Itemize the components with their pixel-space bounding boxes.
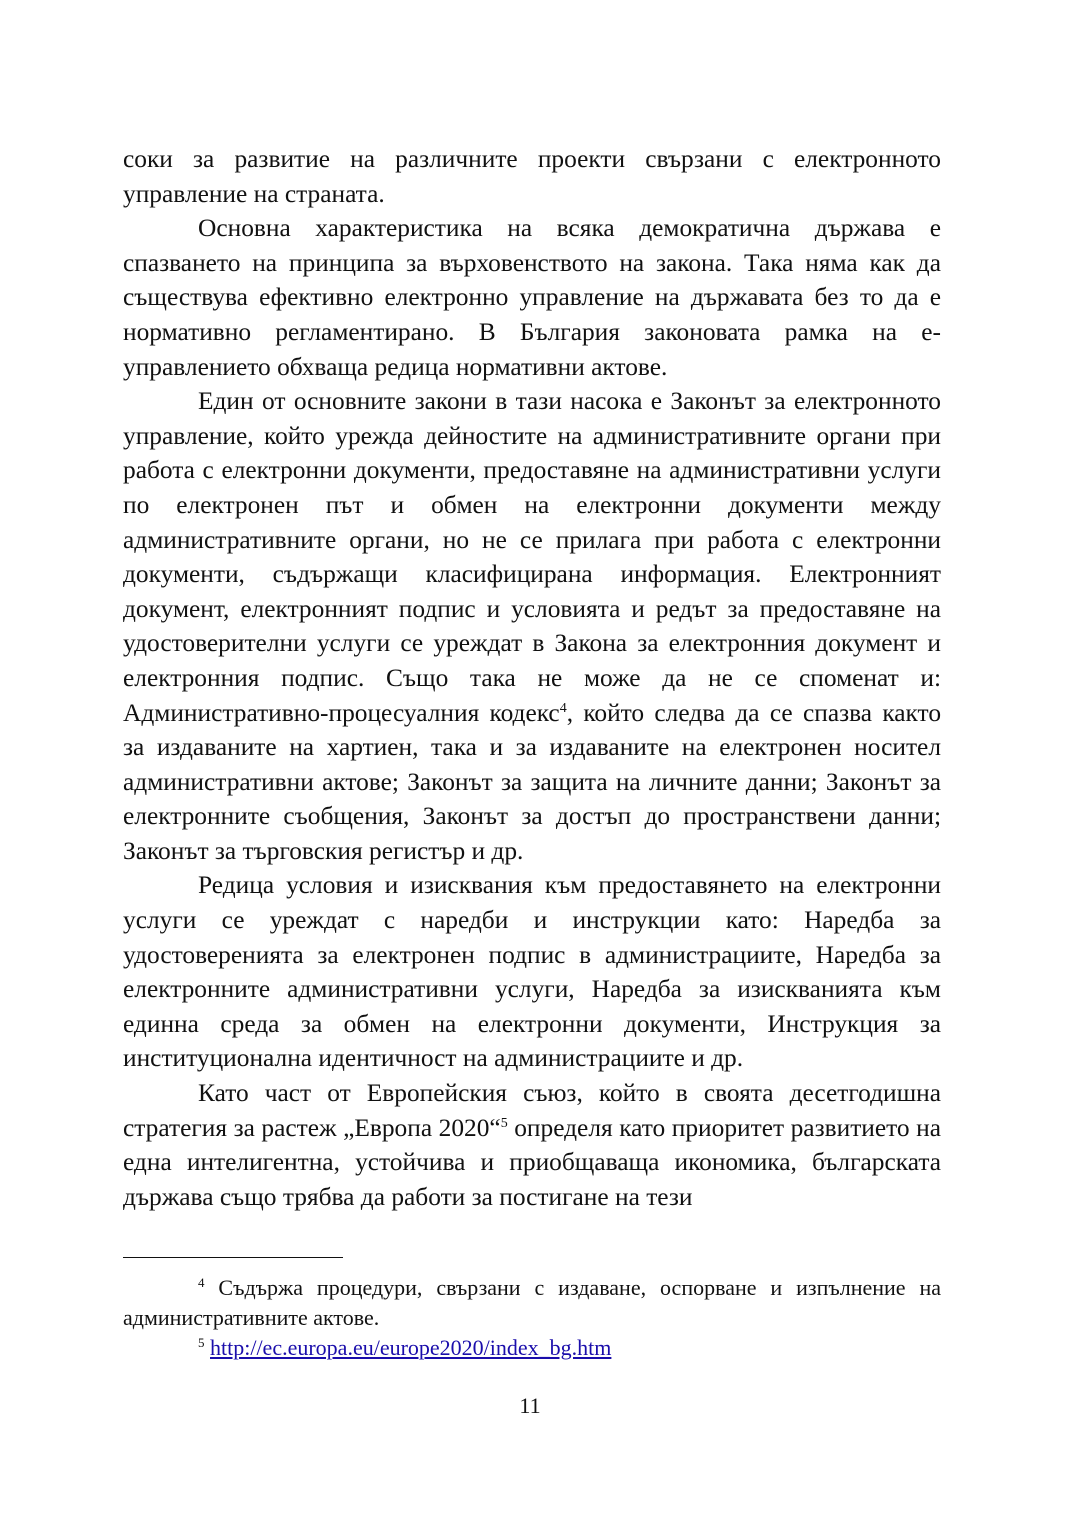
footnote-ref-5[interactable]: 5: [500, 1115, 508, 1131]
page-number: 11: [519, 1393, 541, 1418]
footnotes: [123, 1273, 941, 1363]
footnote-text: Съдържа процедури, свързани с издаване, оспорване и изпълнение на административните актове.: [123, 1275, 941, 1330]
footnote-number: 5: [198, 1335, 205, 1350]
body-text: [123, 142, 941, 1214]
paragraph-europe-2020: Като част от Европейския съюз, който в своята десетгодишна стратегия за растеж „Европа 2020“$^5$ определя като приоритет развитието на една интелигентна, устойчива и приобщаваща икономика, българската държава също трябва да работи за постигане на тези: [123, 1079, 941, 1211]
footnote-link[interactable]: http://ec.europa.eu/europe2020/index_bg.htm: [210, 1335, 612, 1360]
footnote-5: [123, 1333, 941, 1363]
footnote-separator: [123, 1257, 343, 1258]
footnote-ref-4[interactable]: 4: [559, 700, 567, 716]
footnote-4: [123, 1273, 941, 1333]
paragraph-rule-of-law: Основна характеристика на всяка демократична държава е спазването на принципа за върховенството на закона. Така няма как да съществува ефективно електронно управление на държавата без то да е нормативно регламентирано. В България законовата рамка на е-управлението обхваща редица нормативни актове.: [123, 214, 941, 381]
paragraph-continuation: соки за развитие на различните проекти свързани с електронното управление на страната.: [123, 145, 941, 208]
paragraph-e-governance-law: Един от основните закони в тази насока е Законът за електронното управление, който урежда дейностите на административните органи при работа с електронни документи, предоставяне на административни услуги по електронен път и обмен на електронни документи между административните органи, но не се прилага при работа с електронни документи, съдържащи класифицирана информация. Електронният документ, електронният подпис и условията и редът за предоставяне на удостоверителни услуги се уреждат в Закона за електронния документ и електронния подпис. Също така не може да не се споменат и: Административно-процесуалния кодекс$^4$, който следва да се спазва както за издаваните на хартиен, така и за издаваните на електронен носител административни актове; Законът за защита на личните данни; Законът за електронните съобщения, Законът за достъп до пространствени данни; Законът за търговския регистър и др.: [123, 387, 942, 865]
footnote-number: 4: [198, 1275, 205, 1290]
paragraph-regulations: Редица условия и изисквания към предоставянето на електронни услуги се уреждат с наредби и инструкции като: Наредба за удостоверенията за електронен подпис в администрациите, Наредба за електронните административни услуги, Наредба за изискванията към единна среда за обмен на електронни документи, Инструкция за институционална идентичност на администрациите и др.: [123, 871, 941, 1073]
